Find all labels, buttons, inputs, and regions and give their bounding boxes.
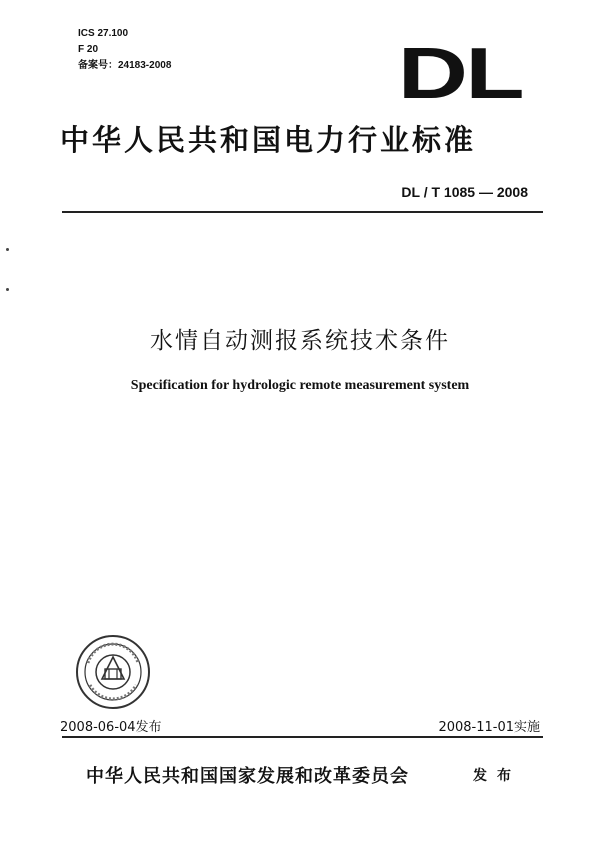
scan-speck [6, 288, 9, 291]
publisher-seal-icon [74, 633, 152, 711]
standard-number: DL / T 1085 — 2008 [401, 184, 528, 200]
title-chinese: 水情自动测报系统技术条件 [150, 328, 450, 354]
classification-block [78, 26, 171, 74]
issue-date: 2008-06-04发布 [60, 720, 162, 735]
record-number: 备案号：24183-2008 [78, 60, 172, 71]
ccs-code: F 20 [78, 44, 99, 55]
ics-code: ICS 27.100 [78, 28, 129, 39]
top-divider [62, 211, 543, 213]
effective-date: 2008-11-01实施 [438, 720, 540, 735]
dl-logo: DL [397, 34, 522, 114]
title-english: Specification for hydrologic remote measurement system [130, 378, 470, 393]
bottom-divider [62, 736, 543, 738]
issue-verb: 发布 [473, 768, 521, 784]
scan-speck [6, 248, 9, 251]
organization-title: 中华人民共和国电力行业标准 [60, 123, 477, 157]
issuing-authority: 中华人民共和国国家发展和改革委员会 [86, 766, 409, 787]
